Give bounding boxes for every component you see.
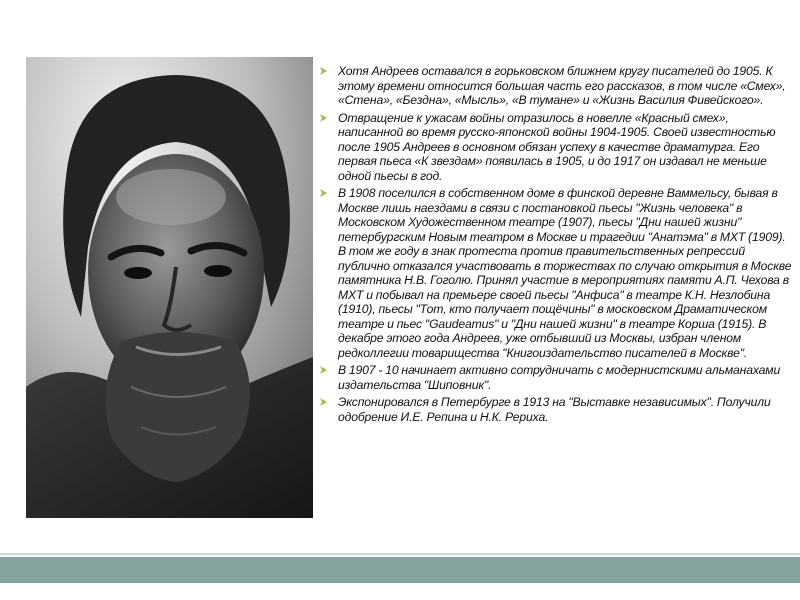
diamond-bullet-icon [318, 397, 328, 407]
portrait-photo [26, 57, 313, 518]
bullet-text: Отвращение к ужасам войны отразилось в новелле «Красный смех», написанной во время русско-японской войны 1904-1905. Своей известностью после 1905 Андреев в основном обязан успеху в качестве драматурга. Его первая пьеса «К звездам» появилась в 1905, и до 1917 он издавал не меньше одной пьесы в год. [338, 110, 776, 183]
bullet-text: В 1907 - 10 начинает активно сотрудничать с модернистскими альманахами издательства "Шиповник". [338, 363, 781, 392]
bullet-list [318, 64, 792, 424]
diamond-bullet-icon [318, 113, 328, 123]
footer-stripe [0, 553, 800, 555]
bullet-text: Экспонировался в Петербурге в 1913 на "Выставке независимых". Получили одобрение И.Е. Репина и Н.К. Рериха. [338, 395, 771, 424]
list-item [318, 111, 792, 184]
diamond-bullet-icon [318, 365, 328, 375]
portrait-of-bearded-man-icon [26, 57, 313, 518]
list-item [318, 186, 792, 360]
diamond-bullet-icon [318, 66, 328, 76]
bullet-text: В 1908 поселился в собственном доме в финской деревне Ваммельсу, бывая в Москве лишь наездами в связи с постановкой пьесы "Жизнь человека" в Московском Художественном театре (1907), пьесы "Дни нашей жизни" петербургским Новым театром в Москве и трагедии "Анатэма" в МХТ (1909). В том же году в знак протеста против правительственных репрессий публично отказался участвовать в торжествах по случаю открытия в Москве памятника Н.В. Гоголю. Принял участие в мероприятиях памяти А.П. Чехова в МХТ и побывал на премьере своей пьесы "Анфиса" в театре К.Н. Незлобина (1910), пьесы "Тот, кто получает пощёчины" в московском Драматическом театре и пьес "Gaudeamus" и "Дни нашей жизни" в театре Корша (1915). В декабре этого года Андреев, уже отбывший из Москвы, избран членом редколлегии товарищества "Книгоиздательство писателей в Москве". [338, 186, 792, 360]
diamond-bullet-icon [318, 188, 328, 198]
list-item [318, 363, 792, 392]
bullet-text: Хотя Андреев оставался в горьковском ближнем кругу писателей до 1905. К этому времени относится большая часть его рассказов, в том числе «Смех», «Стена», «Бездна», «Мысль», «В тумане» и «Жизнь Василия Фивейского». [338, 64, 786, 107]
text-column [318, 64, 792, 427]
list-item [318, 64, 792, 108]
footer-bar [0, 557, 800, 583]
list-item [318, 395, 792, 424]
